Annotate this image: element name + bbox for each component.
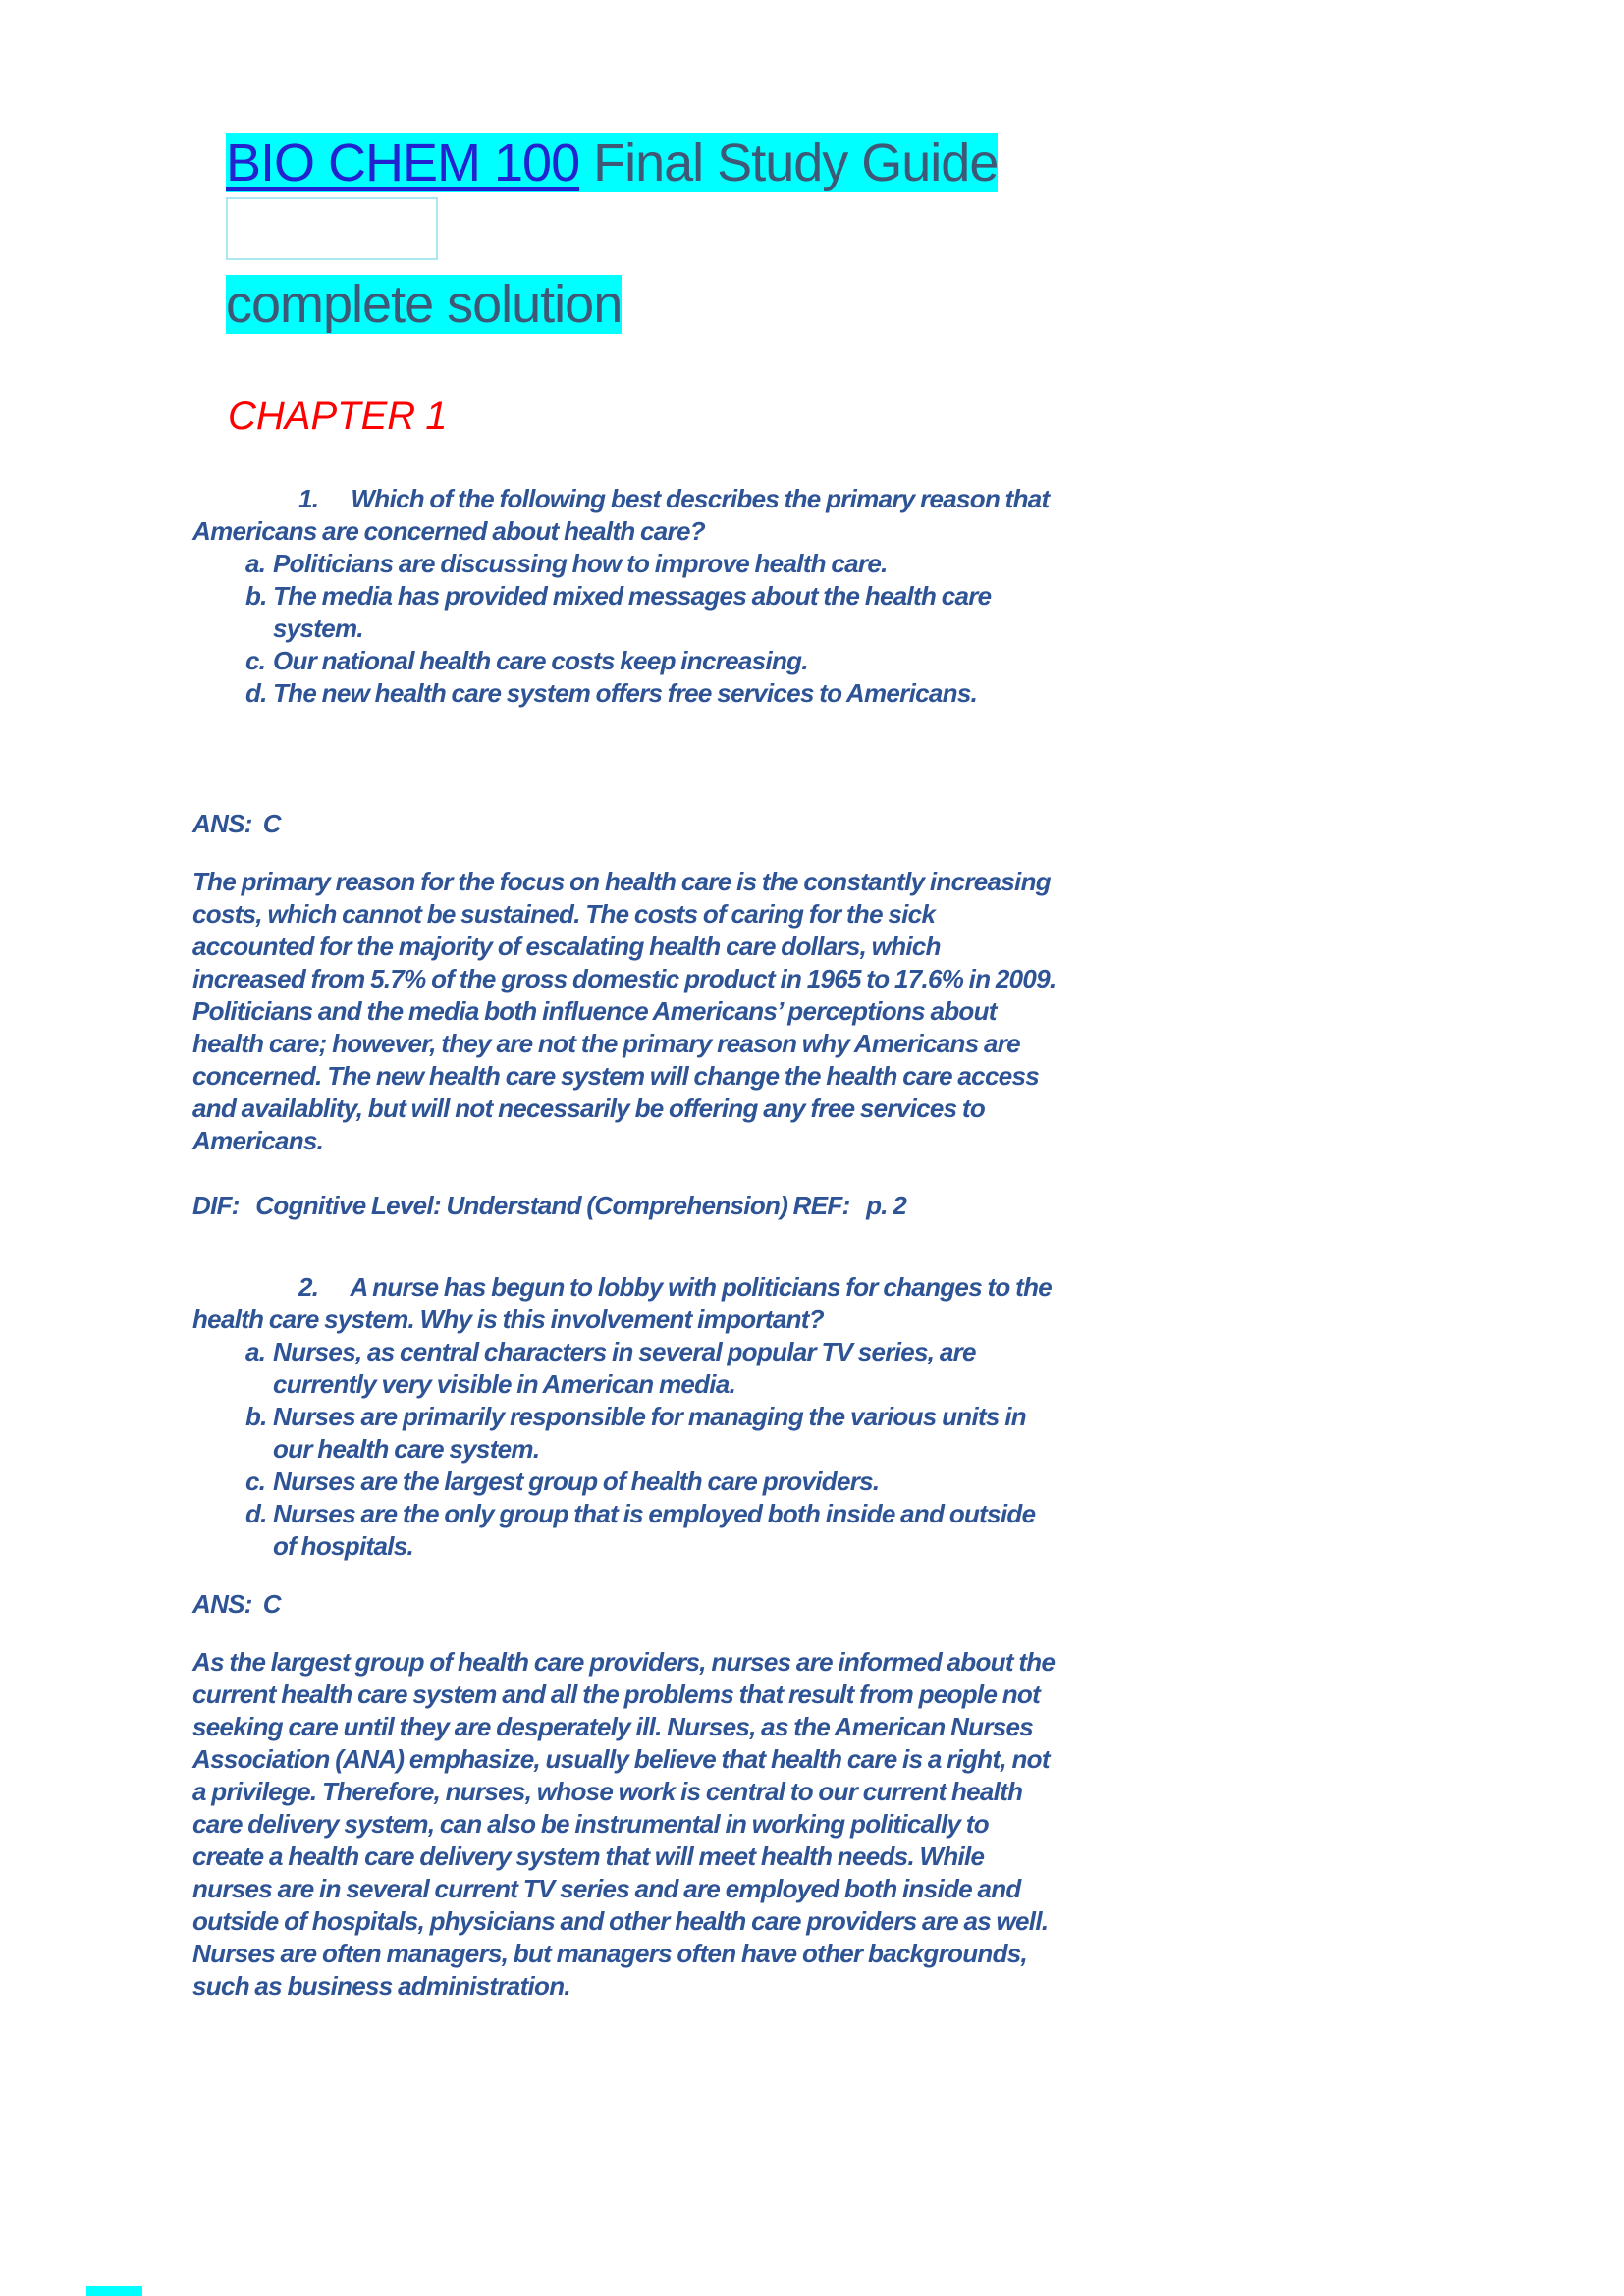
title-highlight-line2: complete solution	[226, 275, 623, 334]
question-1-explanation: The primary reason for the focus on health care is the constantly increasing costs, which cannot be sustained. The costs of caring for the sick accounted for the majority of escalating health care dollars, which increased from 5.7% of the gross domestic product in 1965 to 17.6% in 2009. Politicians and the media both influence Americans’ perceptions about health care; however, they are not the primary reason why Americans are concerned. The new health care system will change the health care access and availablity, but will not necessarily be offering any free services to Americans.	[192, 867, 1056, 1155]
course-link[interactable]: BIO CHEM 100	[226, 133, 580, 192]
option-row	[245, 677, 1056, 710]
option-text: Nurses, as central characters in several popular TV series, are currently very visible in American media.	[273, 1337, 976, 1399]
question-1-dif-ref: DIF: Cognitive Level: Understand (Comprehension) REF: p. 2	[192, 1191, 907, 1220]
title-highlight-line1	[226, 133, 998, 192]
question-2-answer: ANS: C	[192, 1589, 281, 1619]
option-marker: b.	[245, 1402, 267, 1431]
question-1-options	[192, 548, 1056, 710]
option-marker: b.	[245, 581, 267, 611]
option-marker: d.	[245, 1499, 267, 1528]
option-row	[245, 645, 1056, 677]
option-marker: a.	[245, 1337, 266, 1366]
option-row	[245, 1466, 1056, 1498]
option-text: Nurses are the largest group of health care providers.	[273, 1467, 880, 1496]
option-row	[245, 1336, 1056, 1401]
question-1-prompt: 1. Which of the following best describes the primary reason that Americans are concerned about health care?	[192, 484, 1055, 546]
option-text: The new health care system offers free services to Americans.	[273, 678, 978, 708]
option-marker: a.	[245, 549, 266, 578]
page-title	[226, 128, 1056, 340]
option-text: Politicians are discussing how to improve health care.	[273, 549, 888, 578]
option-row	[245, 1401, 1056, 1466]
option-marker: c.	[245, 1467, 266, 1496]
option-row	[245, 548, 1056, 580]
document-content	[192, 0, 1056, 2002]
chapter-heading: CHAPTER 1	[228, 395, 448, 438]
option-text: Nurses are primarily responsible for managing the various units in our health care system.	[273, 1402, 1026, 1464]
option-marker: d.	[245, 678, 267, 708]
option-row	[245, 1498, 1056, 1563]
highlight-fragment	[86, 2286, 142, 2296]
option-row	[245, 580, 1056, 645]
option-text: The media has provided mixed messages about the health care system.	[273, 581, 992, 643]
question-2-options	[192, 1336, 1056, 1563]
question-2-prompt: 2. A nurse has begun to lobby with politicians for changes to the health care system. Why is this involvement important?	[192, 1272, 1057, 1334]
question-1-answer: ANS: C	[192, 809, 281, 838]
empty-text-box	[226, 197, 438, 260]
question-2-explanation: As the largest group of health care providers, nurses are informed about the current health care system and all the problems that result from people not seeking care until they are desperately ill. Nurses, as the American Nurses Association (ANA) emphasize, usually believe that health care is a right, not a privilege. Therefore, nurses, whose work is central to our current health care delivery system, can also be instrumental in working politically to create a health care delivery system that will meet health needs. While nurses are in several current TV series and are employed both inside and outside of hospitals, physicians and other health care providers are as well. Nurses are often managers, but managers often have other backgrounds, such as business administration.	[192, 1647, 1056, 2001]
title-rest: Final Study Guide	[579, 133, 999, 192]
option-marker: c.	[245, 646, 266, 675]
option-text: Our national health care costs keep increasing.	[273, 646, 808, 675]
option-text: Nurses are the only group that is employed both inside and outside of hospitals.	[273, 1499, 1036, 1561]
